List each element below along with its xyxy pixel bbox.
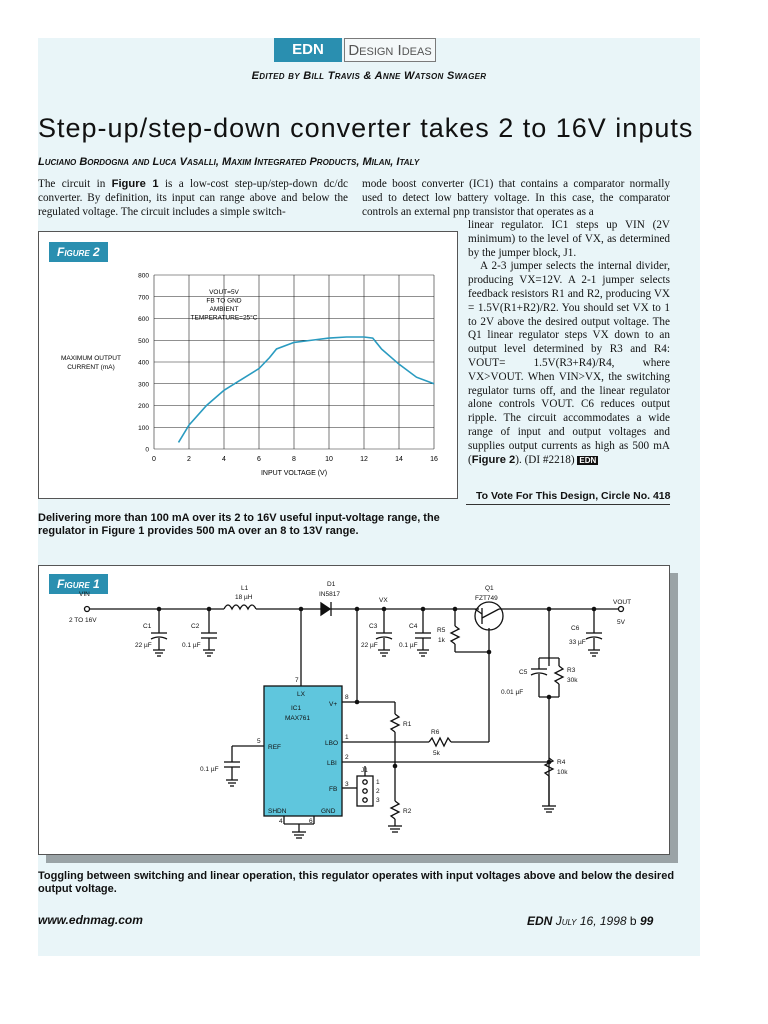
x-axis-label: INPUT VOLTAGE (V) xyxy=(260,470,328,477)
label-ref: REF xyxy=(268,744,281,751)
edn-badge: EDN xyxy=(274,38,342,62)
pin-2: 2 xyxy=(345,754,349,761)
series-line xyxy=(179,337,435,442)
label-r6-val: 5k xyxy=(433,750,440,757)
footer-url[interactable]: www.ednmag.com xyxy=(38,913,143,927)
y-tick-label: 800 xyxy=(138,272,149,280)
article-authors: Luciano Bordogna and Luca Vasalli, Maxim Integrated Products, Milan, Italy xyxy=(38,156,420,168)
label-gnd: GND xyxy=(321,808,336,815)
label-c2: C2 xyxy=(191,623,200,630)
label-r3-val: 30k xyxy=(567,677,578,684)
figure-1-box xyxy=(38,565,670,855)
label-ic1: IC1 xyxy=(291,705,302,712)
footer-date: July 16, 1998 xyxy=(555,914,627,928)
y-tick-label: 200 xyxy=(138,403,149,410)
label-c5: C5 xyxy=(519,669,528,676)
label-vout: VOUT xyxy=(613,599,632,606)
jumper-pin-1: 1 xyxy=(376,779,380,786)
label-c1-val: 22 µF xyxy=(135,642,152,649)
col3-para-2 xyxy=(468,260,670,467)
section-label: Design Ideas xyxy=(344,38,436,62)
x-tick-label: 8 xyxy=(292,456,296,463)
label-lbi: LBI xyxy=(327,760,337,767)
chart-annotation-line: VOUT=5V xyxy=(209,289,239,296)
col3-para-1: linear regulator. IC1 steps up VIN (2V minimum) to the level of VX, as determined by the jumper block, J1. xyxy=(468,219,670,259)
y-tick-label: 400 xyxy=(138,359,149,367)
label-q1-val: FZT749 xyxy=(475,595,498,602)
y-tick-label: 0 xyxy=(145,446,149,454)
label-c5-val: 0.01 µF xyxy=(501,689,524,696)
label-c4-val: 0.1 µF xyxy=(399,642,418,649)
y-tick-label: 100 xyxy=(138,424,149,432)
label-lx: LX xyxy=(297,691,305,698)
y-tick-label: 500 xyxy=(138,337,149,345)
x-tick-label: 12 xyxy=(360,456,368,463)
pin-3: 3 xyxy=(345,781,349,788)
label-c2-val: 0.1 µF xyxy=(182,642,201,649)
y-axis-label-line: MAXIMUM OUTPUT xyxy=(61,355,121,362)
edited-by: Edited by Bill Travis & Anne Watson Swager xyxy=(251,70,487,82)
x-tick-label: 6 xyxy=(257,456,261,463)
y-tick-label: 300 xyxy=(138,381,149,389)
figure-1-caption: Toggling between switching and linear operation, this regulator operates with input voltages above and below the desired output voltage. xyxy=(38,870,675,895)
label-ic1-part: MAX761 xyxy=(285,715,310,722)
label-vin: VIN xyxy=(79,591,90,598)
label-lbo: LBO xyxy=(325,740,339,747)
edn-end-mark: EDN xyxy=(579,455,597,465)
chart-annotation-line: TEMPERATURE=25°C xyxy=(190,314,258,322)
vote-rule xyxy=(466,504,670,505)
label-c1: C1 xyxy=(143,623,152,630)
label-r2: R2 xyxy=(403,808,412,815)
fig1-reference: Figure 1 xyxy=(111,178,159,190)
jumper-pin-3: 3 xyxy=(376,797,380,804)
x-tick-label: 2 xyxy=(187,456,191,463)
label-r1: R1 xyxy=(403,721,412,728)
label-q1: Q1 xyxy=(485,585,494,592)
col1-rest: is a low-cost step-up/step-down dc/dc converter. By definition, its input can range above and below the regulated voltage. The circuit includes a simple switch- xyxy=(38,178,349,218)
vote-line: To Vote For This Design, Circle No. 418 xyxy=(476,490,671,502)
label-j1: J1 xyxy=(361,767,368,774)
x-tick-label: 10 xyxy=(325,456,333,463)
pin-8: 8 xyxy=(345,694,349,701)
pin-7: 7 xyxy=(295,677,299,684)
label-r6: R6 xyxy=(431,729,440,736)
label-c6: C6 xyxy=(571,625,580,632)
label-vout-val: 5V xyxy=(617,619,625,626)
figure-1-schematic xyxy=(39,566,669,854)
footer-page: 99 xyxy=(639,914,654,928)
figure-2-caption: Delivering more than 100 mA over its 2 to 16V useful input-voltage range, the regulator in Figure 1 provides 500 mA over an 8 to 13V range. xyxy=(38,512,440,537)
col3-tail: ). (DI #2218) xyxy=(515,453,575,466)
figure-2-tag: Figure 2 xyxy=(49,242,108,262)
label-r4-val: 10k xyxy=(557,769,568,776)
fig2-reference: Figure 2 xyxy=(471,453,516,466)
col1-lead: The circuit in xyxy=(38,178,106,190)
x-tick-label: 0 xyxy=(152,456,156,463)
figure-2-chart xyxy=(39,232,457,498)
x-tick-label: 16 xyxy=(430,456,438,463)
label-c3-val: 22 µF xyxy=(361,642,378,649)
label-l1-val: 18 µH xyxy=(235,594,253,601)
y-tick-label: 600 xyxy=(138,316,149,323)
article-title: Step-up/step-down converter takes 2 to 16V inputs xyxy=(38,113,694,143)
label-d1: D1 xyxy=(327,581,336,588)
footer-mark: b xyxy=(629,914,637,928)
chart-annotation-line: AMBIENT xyxy=(209,306,239,313)
label-vplus: V+ xyxy=(329,701,338,708)
x-tick-label: 4 xyxy=(222,456,226,463)
column-3-text xyxy=(468,219,670,467)
y-axis-label-line: CURRENT (mA) xyxy=(67,364,115,371)
label-r5: R5 xyxy=(437,627,446,634)
column-2-text: mode boost converter (IC1) that contains a comparator normally used to detect low battery voltage. In this case, the comparator controls an external pnp transistor that operates as a xyxy=(362,178,670,218)
y-tick-label: 700 xyxy=(138,294,149,302)
label-vin-range: 2 TO 16V xyxy=(69,617,97,624)
chart-annotation-line: FB TO GND xyxy=(206,297,242,305)
label-c4: C4 xyxy=(409,623,418,630)
label-fb: FB xyxy=(329,786,338,793)
label-shdn: SHDN xyxy=(268,808,287,815)
label-r3: R3 xyxy=(567,667,576,674)
label-l1: L1 xyxy=(241,585,249,592)
figure-1-tag: Figure 1 xyxy=(49,574,108,594)
label-r4: R4 xyxy=(557,759,566,766)
footer-pub: EDN xyxy=(527,914,553,928)
label-r5-val: 1k xyxy=(438,637,445,644)
jumper-pin-2: 2 xyxy=(376,788,380,795)
label-c6-val: 33 µF xyxy=(569,639,586,646)
pin-4: 4 xyxy=(279,818,283,825)
figure-2-box xyxy=(38,231,458,499)
footer-folio xyxy=(527,914,653,928)
label-c3: C3 xyxy=(369,623,378,630)
pin-1: 1 xyxy=(345,734,349,741)
label-ref-cap: 0.1 µF xyxy=(200,766,219,773)
col3-para-2-text: A 2-3 jumper selects the internal divider, producing VX=12V. A 2-1 jumper selects feedback resistors R1 and R2, producing VX = 1.5V(R1+R2)/R2. You should set VX to 1 to 2V above the desired output voltage. The Q1 linear regulator steps VX down to an output level determined by R3 and R4: VOUT= 1.5V(R3+R4)/R4, where VX>VOUT. When VIN>VX, the switching regulator turns off, and the linear regulator alone controls VOUT. C6 reduces output ripple. The circuit accommodates a wide range of input and output voltages and supplies output currents as high as 500 mA ( xyxy=(468,260,670,466)
x-tick-label: 14 xyxy=(395,456,403,463)
label-vx: VX xyxy=(379,597,388,604)
label-d1-val: IN5817 xyxy=(319,591,340,598)
column-1-text xyxy=(38,178,348,219)
pin-6: 6 xyxy=(309,818,313,825)
pin-5: 5 xyxy=(257,738,261,745)
